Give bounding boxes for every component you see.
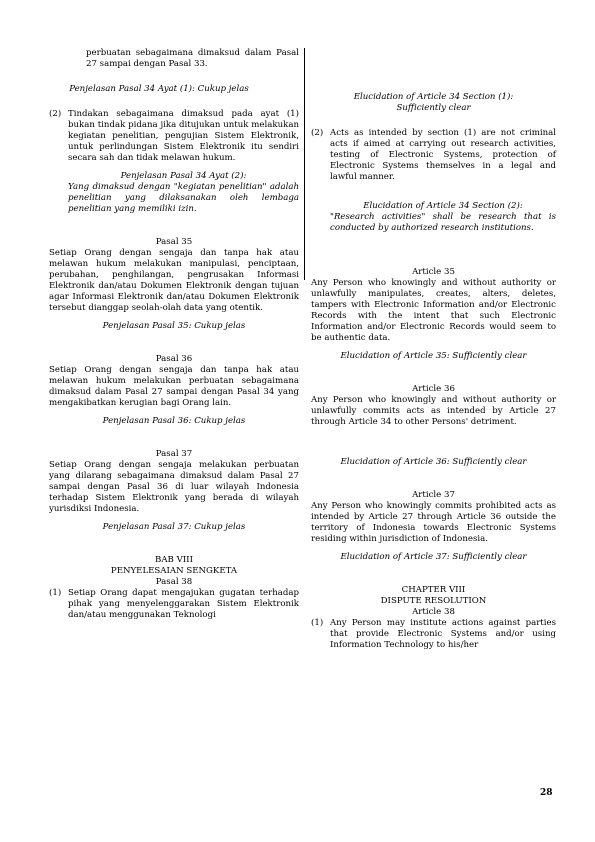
item-34-2 [49,109,299,164]
elucidation-34-2 [49,171,299,215]
chapter-title: PENYELESAIAN SENGKETA [110,566,238,576]
elucidation-title: Elucidation of Article 34 Section (1): [353,92,514,102]
column-divider [304,48,305,280]
chapter-title-en: DISPUTE RESOLUTION [380,596,487,606]
item-38-1 [49,588,299,621]
page-number: 28 [540,788,553,798]
elucidation-36: Penjelasan Pasal 36: Cukup jelas [102,416,246,426]
article-35-title: Article 35 [412,267,455,277]
article-38-title: Article 38 [412,607,455,617]
article-37-title: Article 37 [412,490,455,500]
elucidation-37-en: Elucidation of Article 37: Sufficiently clear [340,552,527,562]
intro-text: perbuatan sebagaimana dimaksud dalam Pasal 27 sampai dengan Pasal 33. [86,48,299,69]
pasal-36-title: Pasal 36 [155,354,193,364]
elucidation-text: Yang dimaksud dengan "kegiatan penelitian" adalah penelitian yang dilaksanakan oleh lembaga penelitian yang memiliki izin. [68,182,299,214]
item-number: (1) [49,588,62,598]
elucidation-34-2-en [311,201,556,234]
article-35-text: Any Person who knowingly and without authority or unlawfully manipulates, creates, alters, deletes, tampers with Electronic Information and/or Electronic Records with the intent that such Electronic Information and/or Electronic Records would seem to be authentic data. [311,278,556,343]
pasal-35-text: Setiap Orang dengan sengaja dan tanpa hak atau melawan hukum melakukan manipulasi, penciptaan, perubahan, penghilangan, pengrusakan Informasi Elektronik dan/atau Dokumen Elektronik dengan tujuan agar Informasi Elektronik dan/atau Dokumen Elektronik tersebut dianggap seolah-olah data yang otentik. [49,248,299,313]
elucidation-text: Sufficiently clear [396,103,471,113]
elucidation-34-1: Penjelasan Pasal 34 Ayat (1): Cukup jelas [69,84,249,94]
article-37-text: Any Person who knowingly commits prohibited acts as intended by Article 27 through Article 36 outside the territory of Indonesia towards Electronic Systems residing within jurisdiction of Indonesia. [311,501,556,544]
pasal-37-text: Setiap Orang dengan sengaja melakukan perbuatan yang dilarang sebagaimana dimaksud dalam Pasal 27 sampai dengan Pasal 36 di luar wilayah Indonesia terhadap Sistem Elektronik yang berada di wilayah yurisdiksi Indonesia. [49,460,299,514]
item-34-2-en [311,128,556,183]
chapter-heading: BAB VIII [155,555,193,565]
elucidation-35: Penjelasan Pasal 35: Cukup jelas [102,321,246,331]
elucidation-34-1-en [311,92,556,114]
item-text: Tindakan sebagaimana dimaksud pada ayat (1) bukan tindak pidana jika ditujukan untuk melakukan kegiatan penelitian, pengujian Sistem Elektronik, untuk perlindungan Sistem Elektronik itu sendiri secara sah dan tidak melawan hukum. [68,109,299,163]
item-text: Any Person may institute actions against parties that provide Electronic Systems and/or using Information Technology to his/her [330,618,556,650]
pasal-35-title: Pasal 35 [155,237,193,247]
elucidation-35-en: Elucidation of Article 35: Sufficiently clear [340,351,527,361]
item-number: (1) [311,618,324,628]
pasal-38-title: Pasal 38 [155,577,193,587]
left-column [49,48,299,621]
elucidation-37: Penjelasan Pasal 37: Cukup jelas [102,522,246,532]
elucidation-text: "Research activities" shall be research that is conducted by authorized research institutions. [330,212,556,233]
elucidation-36-en: Elucidation of Article 36: Sufficiently clear [340,457,527,467]
item-number: (2) [49,109,62,119]
item-number: (2) [311,128,324,138]
elucidation-title: Elucidation of Article 34 Section (2): [363,201,523,211]
chapter-heading-en: CHAPTER VIII [401,585,466,595]
elucidation-title: Penjelasan Pasal 34 Ayat (2): [120,171,247,181]
pasal-37-title: Pasal 37 [155,449,193,459]
article-36-title: Article 36 [412,384,455,394]
item-text: Setiap Orang dapat mengajukan gugatan terhadap pihak yang menyelenggarakan Sistem Elektronik dan/atau menggunakan Teknologi [68,588,299,620]
article-36-text: Any Person who knowingly and without authority or unlawfully commits acts as intended by Article 27 through Article 34 to other Persons' detriment. [311,395,556,427]
item-text: Acts as intended by section (1) are not criminal acts if aimed at carrying out research activities, testing of Electronic Systems, protection of Electronic Systems themselves in a legal and lawful manner. [330,128,556,182]
pasal-36-text: Setiap Orang dengan sengaja dan tanpa hak atau melawan hukum melakukan perbuatan sebagaimana dimaksud dalam Pasal 27 sampai dengan Pasal 34 yang mengakibatkan kerugian bagi Orang lain. [49,365,299,408]
item-38-1-en [311,618,556,651]
right-column [311,48,556,651]
